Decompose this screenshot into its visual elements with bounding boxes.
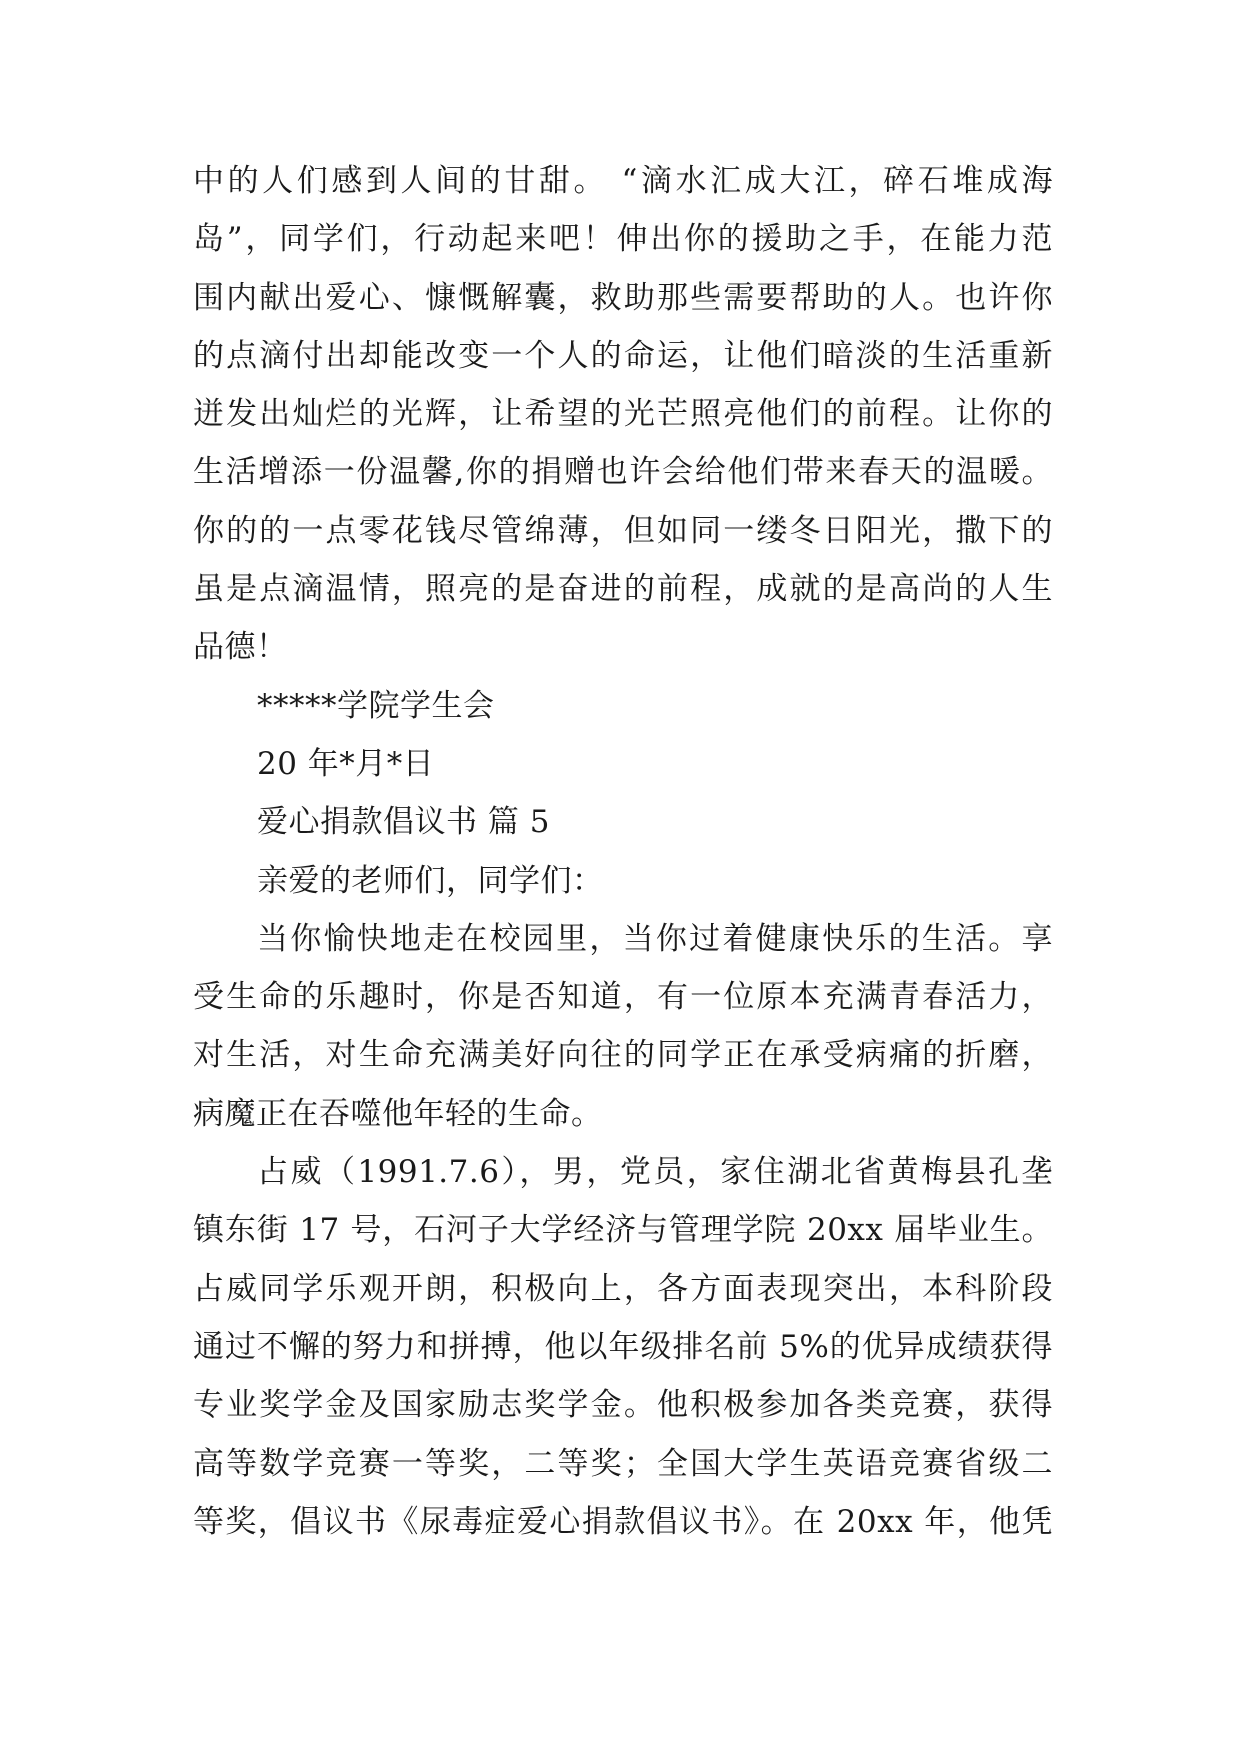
text-line: 高等数学竞赛一等奖，二等奖；全国大学生英语竞赛省级二 xyxy=(193,1445,1053,1482)
text-line: 受生命的乐趣时，你是否知道，有一位原本充满青春活力， xyxy=(193,979,1053,1016)
text-line: 中的人们感到人间的甘甜。 “滴水汇成大江，碎石堆成海 xyxy=(193,163,1053,199)
text-line: 生活增添一份温馨,你的捐赠也许会给他们带来春天的温暖。 xyxy=(193,454,1053,491)
text-line: 占威（1991.7.6），男，党员，家住湖北省黄梅县孔垄 xyxy=(257,1154,1053,1191)
text-line: 虽是点滴温情，照亮的是奋进的前程，成就的是高尚的人生 xyxy=(193,571,1053,608)
document-body xyxy=(193,152,1053,1551)
text-line: 岛”，同学们，行动起来吧！伸出你的援助之手，在能力范 xyxy=(193,221,1053,258)
text-line: 专业奖学金及国家励志奖学金。他积极参加各类竞赛，获得 xyxy=(193,1387,1053,1424)
text-line: 占威同学乐观开朗，积极向上，各方面表现突出，本科阶段 xyxy=(193,1270,1053,1307)
text-line: 20 年*月*日 xyxy=(257,745,435,782)
text-line: 品德！ xyxy=(193,629,288,666)
text-line: 当你愉快地走在校园里，当你过着健康快乐的生活。享 xyxy=(257,920,1053,957)
text-line: 你的的一点零花钱尽管绵薄，但如同一缕冬日阳光，撒下的 xyxy=(193,512,1053,549)
text-line: 围内献出爱心、慷慨解囊，救助那些需要帮助的人。也许你 xyxy=(193,279,1053,316)
text-line: 爱心捐款倡议书 篇 5 xyxy=(257,804,550,841)
text-line: *****学院学生会 xyxy=(257,687,495,724)
text-line: 对生活，对生命充满美好向往的同学正在承受病痛的折磨， xyxy=(193,1037,1053,1074)
text-line: 病魔正在吞噬他年轻的生命。 xyxy=(193,1095,603,1132)
text-line: 等奖，倡议书《尿毒症爱心捐款倡议书》。在 20xx 年，他凭 xyxy=(193,1503,1053,1540)
text-line: 迸发出灿烂的光辉，让希望的光芒照亮他们的前程。让你的 xyxy=(193,396,1053,433)
text-line: 亲爱的老师们，同学们： xyxy=(257,862,604,899)
text-line: 的点滴付出却能改变一个人的命运，让他们暗淡的生活重新 xyxy=(193,337,1053,374)
text-line: 通过不懈的努力和拼搏，他以年级排名前 5%的优异成绩获得 xyxy=(193,1328,1053,1365)
text-line: 镇东街 17 号，石河子大学经济与管理学院 20xx 届毕业生。 xyxy=(193,1212,1053,1249)
